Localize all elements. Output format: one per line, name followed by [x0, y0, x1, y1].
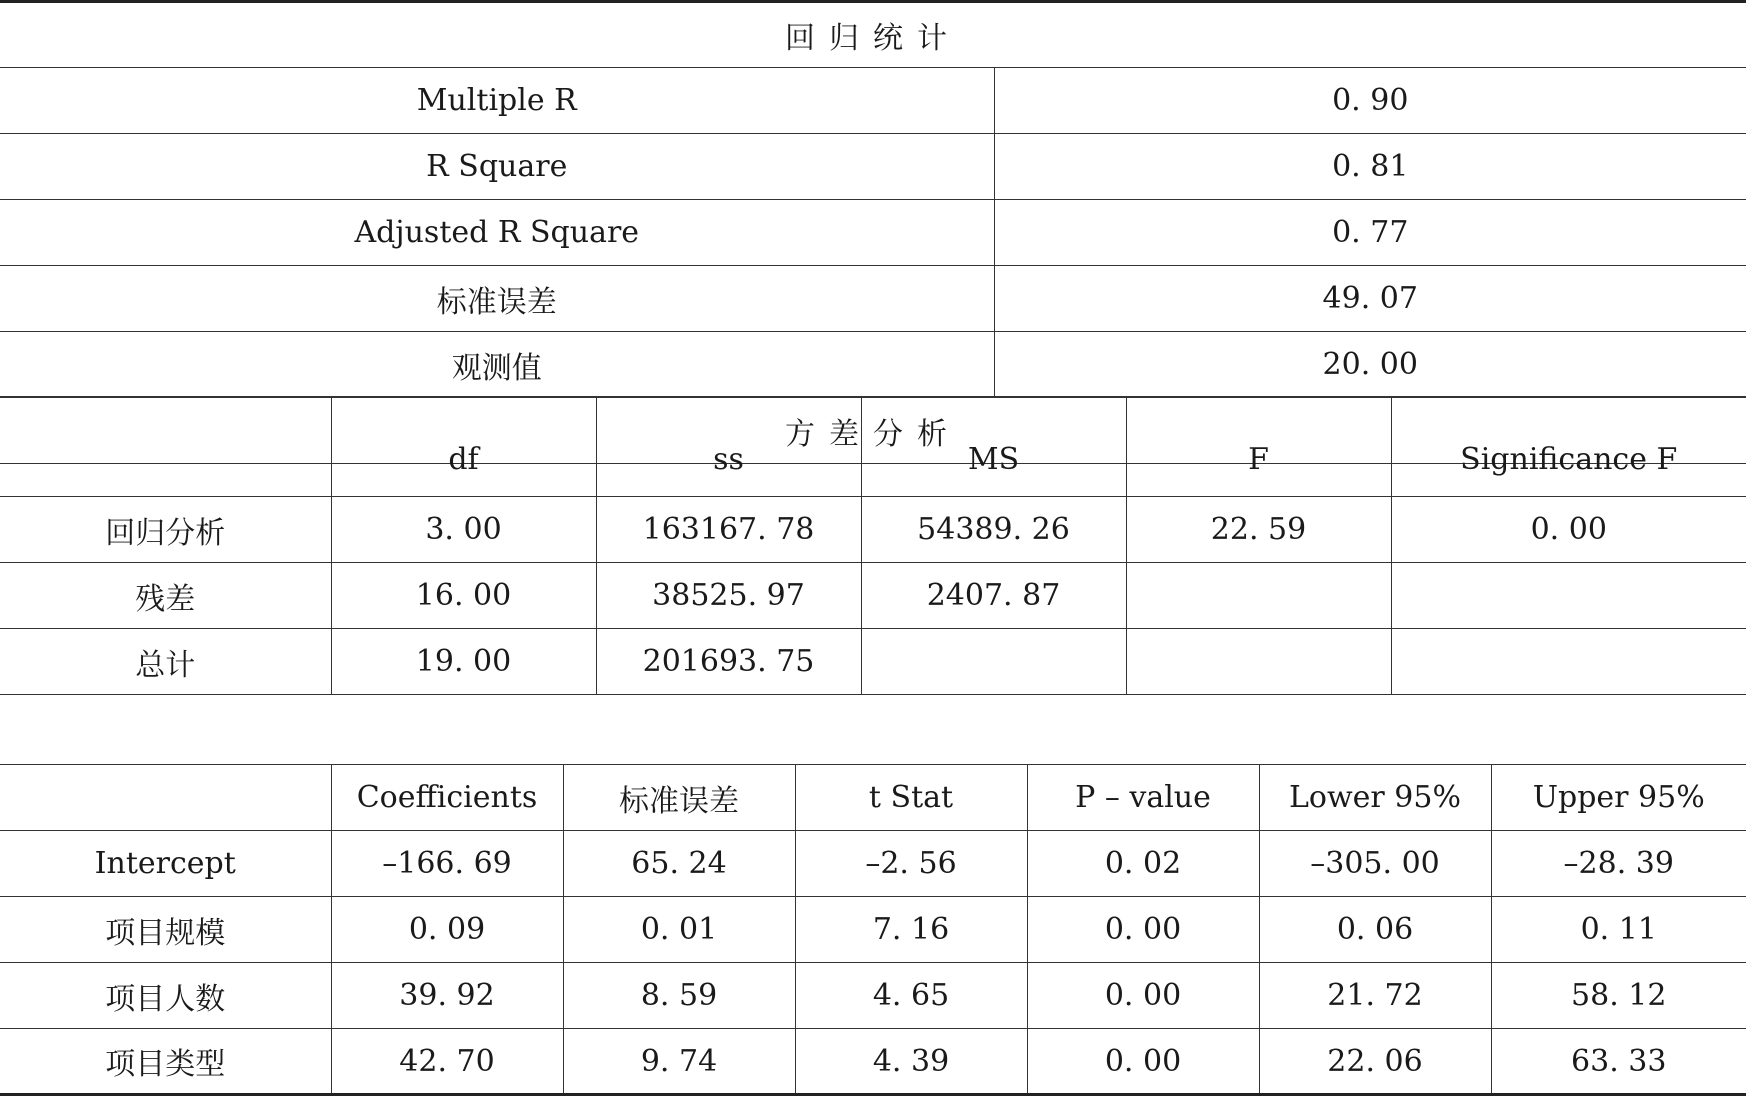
regression-stats-table: [0, 0, 1746, 464]
anova-header-df: df: [331, 397, 596, 497]
stat-value: 0. 77: [994, 200, 1746, 266]
coef-header-lower-95: Lower 95%: [1259, 765, 1491, 831]
coef-cell: 0. 00: [1027, 897, 1259, 963]
stat-value: 20. 00: [994, 332, 1746, 398]
coef-cell: 0. 00: [1027, 1029, 1259, 1095]
coef-cell: 4. 65: [795, 963, 1027, 1029]
coef-header-std-error: 标准误差: [563, 765, 795, 831]
anova-header-significance-f: Significance F: [1391, 397, 1746, 497]
coef-header-blank: [0, 765, 331, 831]
coef-cell: –166. 69: [331, 831, 563, 897]
anova-title: 方差分析: [0, 398, 1746, 464]
anova-header-ss: ss: [596, 397, 861, 497]
coef-cell: 0. 02: [1027, 831, 1259, 897]
table-row: [0, 831, 1746, 897]
stat-value: 49. 07: [994, 266, 1746, 332]
anova-cell: 16. 00: [331, 563, 596, 629]
coef-cell: Intercept: [0, 831, 331, 897]
coef-cell: 0. 11: [1491, 897, 1746, 963]
coef-cell: 项目类型: [0, 1029, 331, 1095]
coef-cell: 4. 39: [795, 1029, 1027, 1095]
table-row: [0, 332, 1746, 398]
stat-label: R Square: [0, 134, 994, 200]
anova-table: [0, 396, 1746, 695]
anova-header-blank: [0, 397, 331, 497]
coef-cell: 42. 70: [331, 1029, 563, 1095]
table-row: [0, 200, 1746, 266]
table-row: [0, 266, 1746, 332]
table-row: [0, 897, 1746, 963]
coef-cell: 63. 33: [1491, 1029, 1746, 1095]
table-row: [0, 1029, 1746, 1095]
anova-cell: [1126, 563, 1391, 629]
coef-cell: 7. 16: [795, 897, 1027, 963]
anova-cell: [1126, 629, 1391, 695]
stat-label: 观测值: [0, 332, 994, 398]
regression-stats-title-row: [0, 2, 1746, 68]
coef-header-t-stat: t Stat: [795, 765, 1027, 831]
coef-cell: –2. 56: [795, 831, 1027, 897]
anova-cell: 0. 00: [1391, 497, 1746, 563]
coef-header-coefficients: Coefficients: [331, 765, 563, 831]
anova-cell: 22. 59: [1126, 497, 1391, 563]
anova-cell: [1391, 629, 1746, 695]
coef-cell: 0. 06: [1259, 897, 1491, 963]
coef-cell: 9. 74: [563, 1029, 795, 1095]
coef-cell: 0. 00: [1027, 963, 1259, 1029]
anova-cell: 残差: [0, 563, 331, 629]
coef-cell: 58. 12: [1491, 963, 1746, 1029]
stat-label: Multiple R: [0, 68, 994, 134]
stat-label: 标准误差: [0, 266, 994, 332]
anova-cell: 2407. 87: [861, 563, 1126, 629]
coef-cell: –28. 39: [1491, 831, 1746, 897]
coef-cell: –305. 00: [1259, 831, 1491, 897]
table-row: [0, 134, 1746, 200]
anova-cell: 回归分析: [0, 497, 331, 563]
anova-cell: 54389. 26: [861, 497, 1126, 563]
anova-cell: [1391, 563, 1746, 629]
anova-cell: [861, 629, 1126, 695]
coef-cell: 39. 92: [331, 963, 563, 1029]
coef-header-upper-95: Upper 95%: [1491, 765, 1746, 831]
coef-cell: 0. 09: [331, 897, 563, 963]
table-row: [0, 497, 1746, 563]
coef-cell: 8. 59: [563, 963, 795, 1029]
coef-cell: 22. 06: [1259, 1029, 1491, 1095]
anova-header-f: F: [1126, 397, 1391, 497]
coefficients-table: [0, 764, 1746, 1096]
anova-cell: 总计: [0, 629, 331, 695]
table-row: [0, 629, 1746, 695]
anova-header-ms: MS: [861, 397, 1126, 497]
table-row: [0, 68, 1746, 134]
anova-cell: 19. 00: [331, 629, 596, 695]
anova-cell: 163167. 78: [596, 497, 861, 563]
coefficients-header-row: [0, 765, 1746, 831]
table-row: [0, 563, 1746, 629]
coef-cell: 项目人数: [0, 963, 331, 1029]
anova-cell: 38525. 97: [596, 563, 861, 629]
regression-stats-title: 回归统计: [0, 2, 1746, 68]
stat-value: 0. 90: [994, 68, 1746, 134]
coef-cell: 0. 01: [563, 897, 795, 963]
anova-cell: 201693. 75: [596, 629, 861, 695]
anova-header-row: [0, 397, 1746, 497]
anova-cell: 3. 00: [331, 497, 596, 563]
coef-cell: 21. 72: [1259, 963, 1491, 1029]
coef-cell: 项目规模: [0, 897, 331, 963]
coef-header-p-value: P – value: [1027, 765, 1259, 831]
table-row: [0, 963, 1746, 1029]
stat-value: 0. 81: [994, 134, 1746, 200]
stat-label: Adjusted R Square: [0, 200, 994, 266]
coef-cell: 65. 24: [563, 831, 795, 897]
